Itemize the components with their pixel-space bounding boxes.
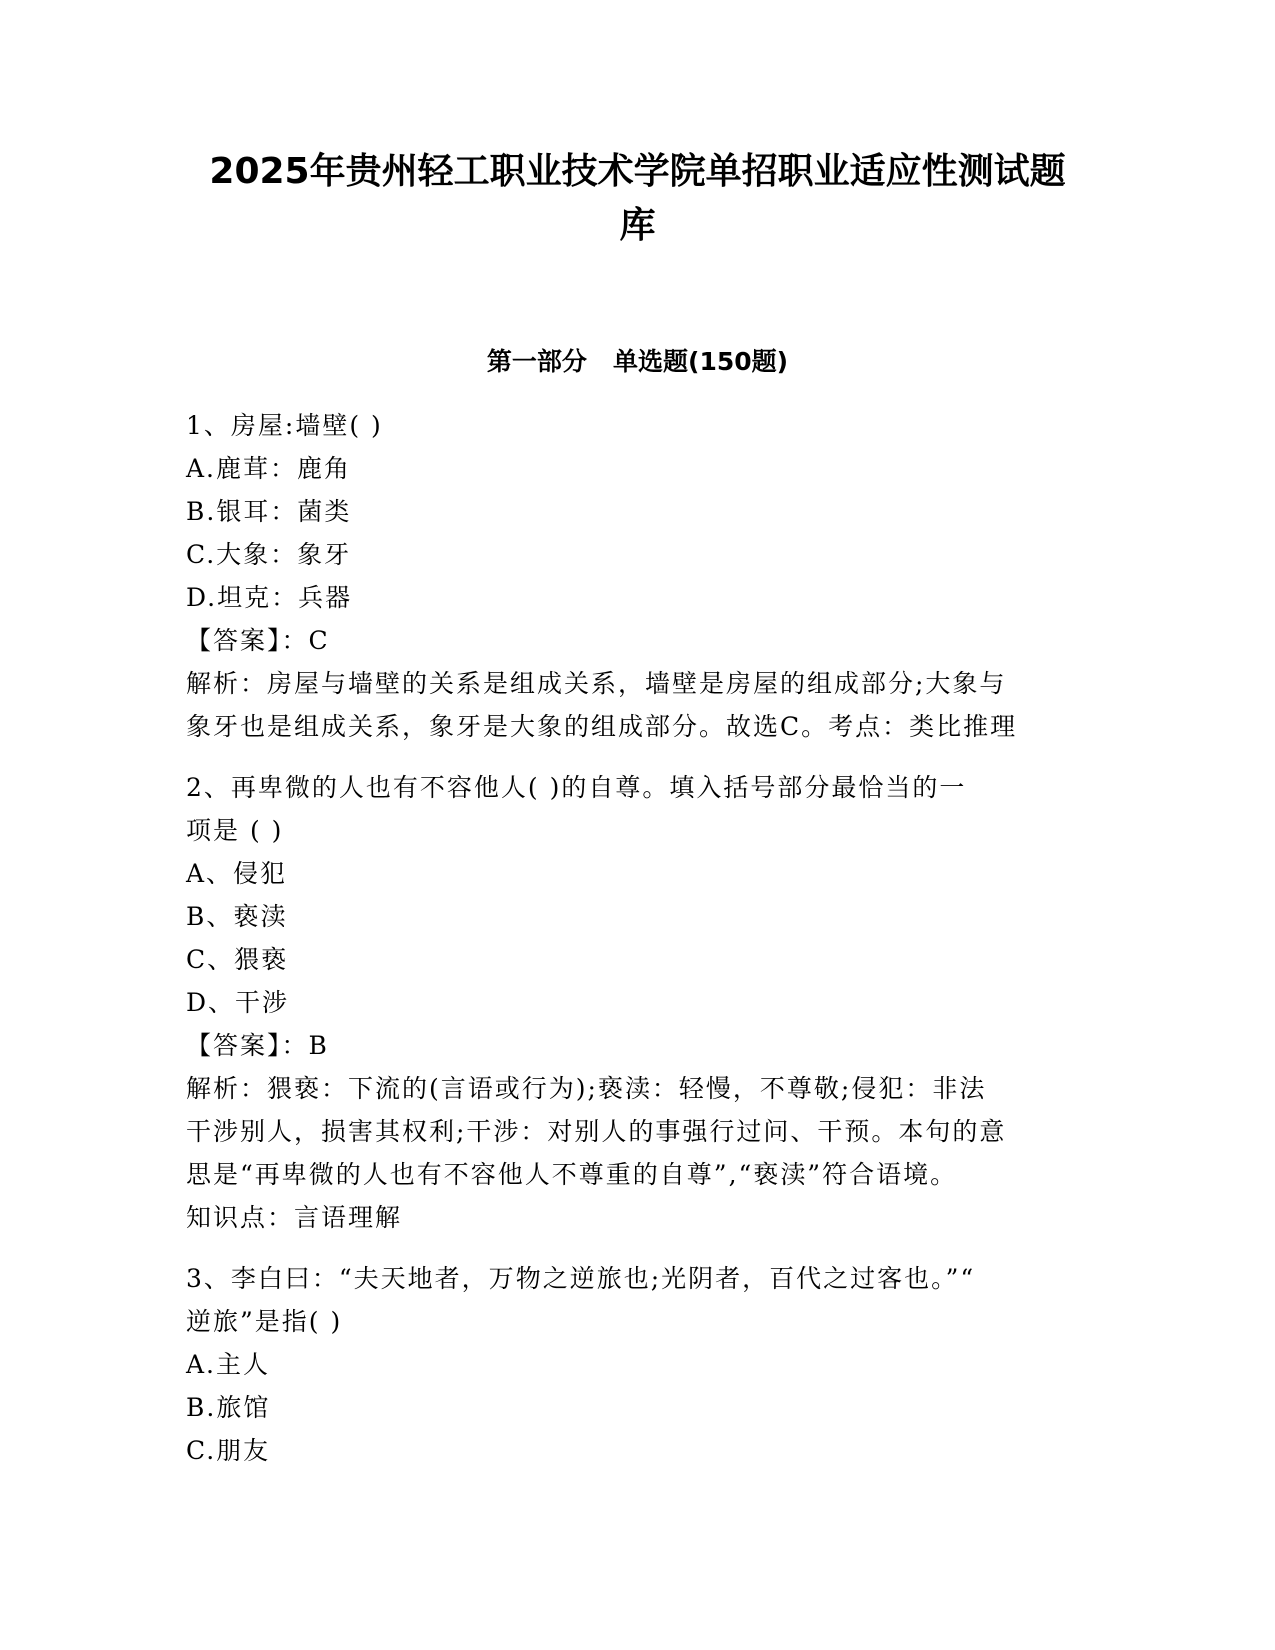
option-c: C.朋友 bbox=[186, 1436, 271, 1465]
option-b: B、亵渎 bbox=[186, 902, 288, 931]
answer-line: 【答案】：C bbox=[186, 626, 330, 655]
question-stem: 逆旅”是指( ) bbox=[186, 1307, 343, 1336]
document-title-line-1: 2025年贵州轻工职业技术学院单招职业适应性测试题 bbox=[209, 151, 1066, 192]
explanation-line: 解析：房屋与墙壁的关系是组成关系，墙壁是房屋的组成部分;大象与 bbox=[186, 669, 1007, 698]
explanation-line: 知识点：言语理解 bbox=[186, 1203, 403, 1232]
explanation-line: 干涉别人，损害其权利;干涉：对别人的事强行过问、干预。本句的意 bbox=[186, 1117, 1007, 1146]
explanation bbox=[186, 662, 1086, 748]
question-1 bbox=[186, 404, 1086, 748]
question-2 bbox=[186, 766, 1086, 1239]
answer-line: 【答案】：B bbox=[186, 1031, 329, 1060]
explanation-line: 象牙也是组成关系，象牙是大象的组成部分。故选C。考点：类比推理 bbox=[186, 712, 1018, 741]
option-a: A.主人 bbox=[186, 1350, 271, 1379]
option-d: D、干涉 bbox=[186, 988, 290, 1017]
option-b: B.旅馆 bbox=[186, 1393, 271, 1422]
question-stem: 3、李白曰：“夫天地者，万物之逆旅也;光阴者，百代之过客也。”“ bbox=[186, 1264, 976, 1293]
option-c: C.大象：象牙 bbox=[186, 540, 352, 569]
option-c: C、猥亵 bbox=[186, 945, 289, 974]
question-stem: 2、再卑微的人也有不容他人( )的自尊。填入括号部分最恰当的一 bbox=[186, 773, 967, 802]
option-a: A、侵犯 bbox=[186, 859, 288, 888]
explanation bbox=[186, 1067, 1086, 1239]
question-3 bbox=[186, 1257, 1086, 1472]
document-title-line-2: 库 bbox=[619, 205, 656, 246]
option-d: D.坦克：兵器 bbox=[186, 583, 353, 612]
section-title: 第一部分 单选题(150题) bbox=[486, 347, 789, 376]
question-list bbox=[186, 404, 1086, 1490]
explanation-line: 解析：猥亵：下流的(言语或行为);亵渎：轻慢，不尊敬;侵犯：非法 bbox=[186, 1074, 987, 1103]
question-stem: 1、房屋:墙壁( ) bbox=[186, 411, 383, 440]
option-b: B.银耳：菌类 bbox=[186, 497, 352, 526]
option-a: A.鹿茸：鹿角 bbox=[186, 454, 352, 483]
question-stem: 项是 ( ) bbox=[186, 816, 284, 845]
document-title bbox=[150, 145, 1125, 253]
explanation-line: 思是“再卑微的人也有不容他人不尊重的自尊”,“亵渎”符合语境。 bbox=[186, 1160, 958, 1189]
